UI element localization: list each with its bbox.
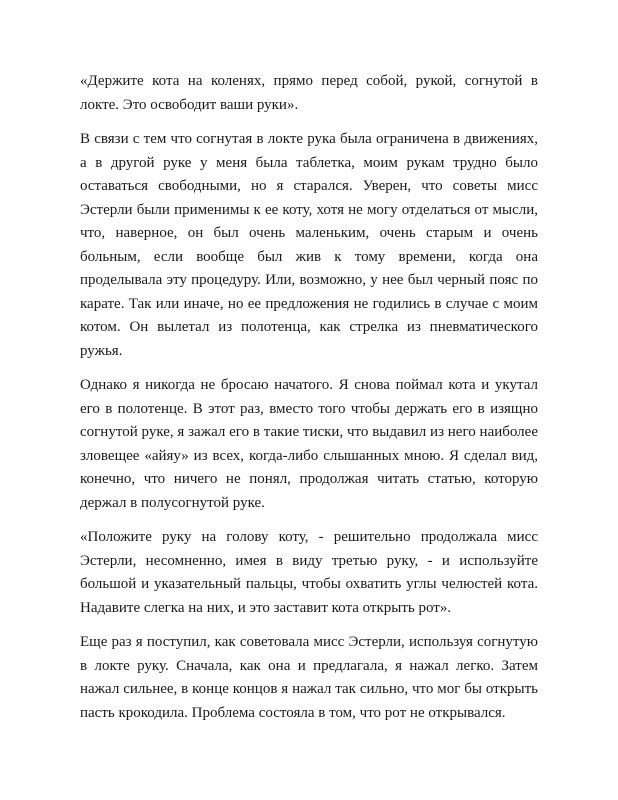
paragraph-2: В связи с тем что согнутая в локте рука была ограничена в движениях, а в другой руке у меня была таблетка, моим рукам трудно было оставаться свободными, но я старался. Уверен, что советы мисс Эстерли были применимы к ее коту, хотя не могу отделаться от мысли, что, наверное, он был очень маленьким, очень старым и очень больным, если вообще был жив к тому времени, когда она проделывала эту процедуру. Или, возможно, у нее был черный пояс по карате. Так или иначе, но ее предложения не годились в случае с моим котом. Он вылетал из полотенца, как стрелка из пневматического ружья.	[80, 131, 538, 359]
paragraph-4: «Положите руку на голову коту, - решительно продолжала мисс Эстерли, несомненно, имея в виду третью руку, - и используйте большой и указательный пальцы, чтобы охватить углы челюстей кота. Надавите слегка на них, и это заставит кота открыть рот».	[80, 529, 538, 616]
paragraph-3: Однако я никогда не бросаю начатого. Я снова поймал кота и укутал его в полотенце. В этот раз, вместо того чтобы держать его в изящно согнутой руке, я зажал его в такие тиски, что выдавил из него наиболее зловещее «айяу» из всех, когда-либо слышанных мною. Я сделал вид, конечно, что ничего не понял, продолжая читать статью, которую держал в полусогнутой руке.	[80, 377, 538, 511]
paragraph-1: «Держите кота на коленях, прямо перед собой, рукой, согнутой в локте. Это освободит ваши руки».	[80, 73, 538, 113]
paragraph-5: Еще раз я поступил, как советовала мисс Эстерли, используя согнутую в локте руку. Сначала, как она и предлагала, я нажал легко. Затем нажал сильнее, в конце концов я нажал так сильно, что мог бы открыть пасть крокодила. Проблема состояла в том, что рот не открывался.	[80, 634, 538, 721]
